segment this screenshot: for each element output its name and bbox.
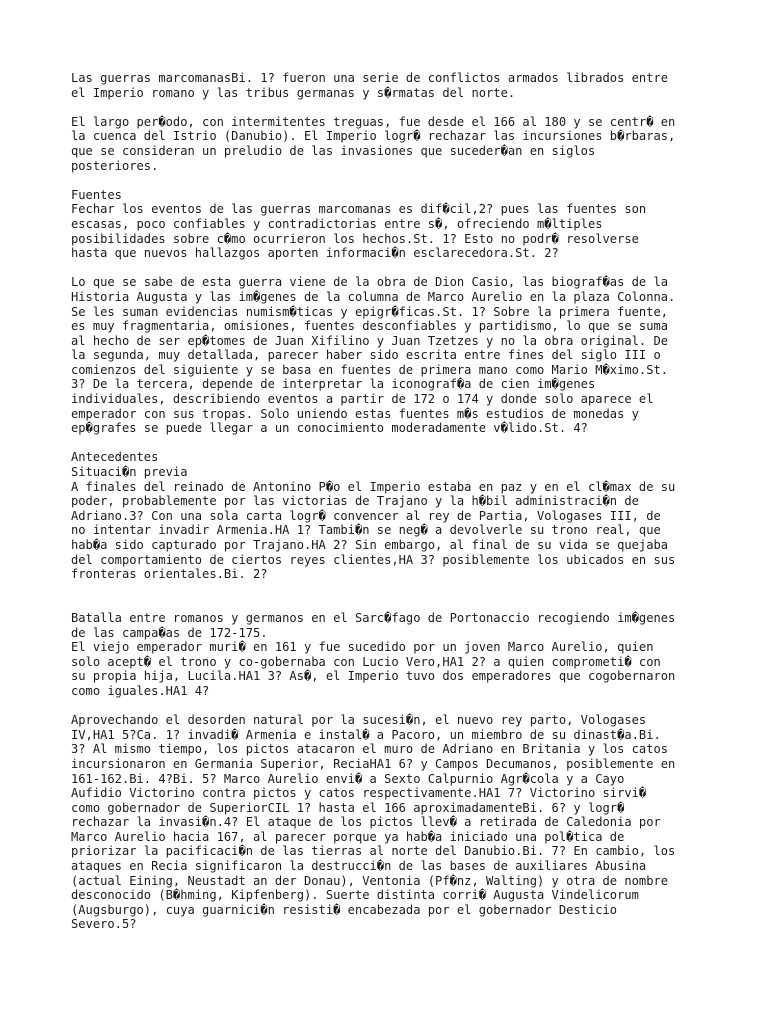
text-line: hab�a sido capturado por Trajano.HA 2? Sin embargo, al final de su vida se quejaba bbox=[71, 538, 669, 552]
text-line: Se les suman evidencias numism�ticas y epigr�ficas.St. 1? Sobre la primera fuente, bbox=[71, 304, 669, 319]
text-line: Fechar los eventos de las guerras marcomanas es dif�cil,2? pues las fuentes son bbox=[71, 202, 647, 217]
text-line: ataques en Recia significaron la destrucci�n de las bases de auxiliares Abusina bbox=[71, 859, 647, 874]
text-line: escasas, poco confiables y contradictorias entre s�, ofreciendo m�ltiples bbox=[71, 216, 603, 231]
text-line: comienzos del siguiente y se basa en fuentes de primera mano como Mario M�ximo.St. bbox=[71, 362, 669, 377]
text-line: emperador con sus tropas. Solo uniendo estas fuentes m�s estudios de monedas y bbox=[71, 406, 639, 421]
text-line: Severo.5? bbox=[71, 917, 137, 932]
text-line: como gobernador de SuperiorCIL 1? hasta el 166 aproximadamenteBi. 6? y logr� bbox=[71, 800, 625, 815]
text-line: posibilidades sobre c�mo ocurrieron los hechos.St. 1? Esto no podr� resolverse bbox=[71, 231, 639, 246]
text-line: es muy fragmentaria, omisiones, fuentes desconfiables y partidismo, lo que se suma bbox=[71, 319, 669, 334]
text-line: de las campa�as de 172-175. bbox=[71, 625, 268, 640]
paragraph-period bbox=[71, 115, 711, 173]
text-line: IV,HA1 5?Ca. 1? invadi� Armenia e instal� a Pacoro, un miembro de su dinast�a.Bi. bbox=[71, 727, 661, 742]
document-body bbox=[71, 71, 711, 932]
text-line: Las guerras marcomanasBi. 1? fueron una serie de conflictos armados librados entre bbox=[71, 71, 669, 85]
text-line: incursionaron en Germania Superior, ReciaHA1 6? y Campos Decumanos, posiblemente en bbox=[71, 756, 676, 771]
text-line: desconocido (B�hming, Kipfenberg). Suerte distinta corri� Augusta Vindelicorum bbox=[71, 888, 639, 903]
text-line: Adriano.3? Con una sola carta logr� convencer al rey de Partia, Vologases III, de bbox=[71, 508, 661, 523]
text-line: como iguales.HA1 4? bbox=[71, 683, 210, 698]
paragraph-intro bbox=[71, 71, 711, 100]
text-line: Historia Augusta y las im�genes de la columna de Marco Aurelio en la plaza Colonna. bbox=[71, 289, 676, 304]
paragraph-situacion bbox=[71, 480, 711, 582]
text-line: 3? De la tercera, depende de interpretar la iconograf�a de cien im�genes bbox=[71, 377, 596, 392]
paragraph-fuentes-dating bbox=[71, 202, 711, 260]
text-line: Aprovechando el desorden natural por la sucesi�n, el nuevo rey parto, Vologases bbox=[71, 713, 647, 728]
text-line: priorizar la pacificaci�n de las tierras al norte del Danubio.Bi. 7? En cambio, los bbox=[71, 844, 676, 859]
text-line: posteriores. bbox=[71, 158, 159, 173]
text-line: Batalla entre romanos y germanos en el Sarc�fago de Portonaccio recogiendo im�genes bbox=[71, 610, 676, 625]
paragraph-vologases bbox=[71, 713, 711, 932]
text-line: individuales, describiendo eventos a partir de 172 o 174 y donde solo aparece el bbox=[71, 392, 654, 407]
text-line: el Imperio romano y las tribus germanas y s�rmatas del norte. bbox=[71, 85, 516, 100]
text-line: al hecho de ser ep�tomes de Juan Xifilino y Juan Tzetzes y no la obra original. De bbox=[71, 333, 669, 348]
text-line: Lo que se sabe de esta guerra viene de la obra de Dion Casio, las biograf�as de la bbox=[71, 275, 669, 290]
text-line: El viejo emperador muri� en 161 y fue sucedido por un joven Marco Aurelio, quien bbox=[71, 640, 654, 655]
text-line: Aufidio Victorino contra pictos y catos respectivamente.HA1 7? Victorino sirvi� bbox=[71, 786, 647, 801]
text-line: 161-162.Bi. 4?Bi. 5? Marco Aurelio envi� a Sexto Calpurnio Agr�cola y a Cayo bbox=[71, 771, 625, 786]
text-line: solo acept� el trono y co-gobernaba con Lucio Vero,HA1 2? a quien comprometi� con bbox=[71, 654, 661, 669]
text-line: Marco Aurelio hacia 167, al parecer porque ya hab�a iniciado una pol�tica de bbox=[71, 829, 625, 844]
text-line: A finales del reinado de Antonino P�o el Imperio estaba en paz y en el cl�max de su bbox=[71, 479, 676, 494]
text-line: 3? Al mismo tiempo, los pictos atacaron el muro de Adriano en Britania y los catos bbox=[71, 742, 669, 757]
text-line: rechazar la invasi�n.4? El ataque de los pictos llev� a retirada de Caledonia por bbox=[71, 815, 661, 830]
text-line: la cuenca del Istrio (Danubio). El Imperio logr� rechazar las incursiones b�rbaras, bbox=[71, 129, 676, 144]
text-line: poder, probablemente por las victorias de Trajano y la h�bil administraci�n de bbox=[71, 494, 639, 509]
subsection-heading-situacion: Situaci�n previa bbox=[71, 465, 188, 480]
text-line: que se consideran un preludio de las invasiones que suceder�an en siglos bbox=[71, 143, 596, 158]
text-line: hasta que nuevos hallazgos aporten informaci�n esclarecedora.St. 2? bbox=[71, 246, 559, 261]
paragraph-fuentes-sources bbox=[71, 275, 711, 436]
section-heading-fuentes: Fuentes bbox=[71, 187, 122, 202]
text-line: (Augsburgo), cuya guarnici�n resisti� encabezada por el gobernador Desticio bbox=[71, 902, 618, 917]
section-heading-antecedentes: Antecedentes bbox=[71, 450, 159, 465]
text-line: la segunda, muy detallada, parecer haber sido escrita entre fines del siglo III o bbox=[71, 348, 661, 363]
text-line: no intentar invadir Armenia.HA 1? Tambi�n se neg� a devolverle su trono real, que bbox=[71, 523, 661, 538]
text-line: fronteras orientales.Bi. 2? bbox=[71, 567, 268, 582]
text-line: del comportamiento de ciertos reyes clientes,HA 3? posiblemente los ubicados en sus bbox=[71, 552, 676, 567]
text-line: (actual Eining, Neustadt an der Donau), Ventonia (Pf�nz, Walting) y otra de nombre bbox=[71, 873, 669, 888]
text-line: su propia hija, Lucila.HA1 3? As�, el Imperio tuvo dos emperadores que cogobernaron bbox=[71, 669, 676, 684]
text-line: ep�grafes se puede llegar a un conocimiento moderadamente v�lido.St. 4? bbox=[71, 421, 588, 436]
paragraph-caption-succession bbox=[71, 611, 711, 699]
text-line: El largo per�odo, con intermitentes treguas, fue desde el 166 al 180 y se centr� en bbox=[71, 114, 676, 129]
